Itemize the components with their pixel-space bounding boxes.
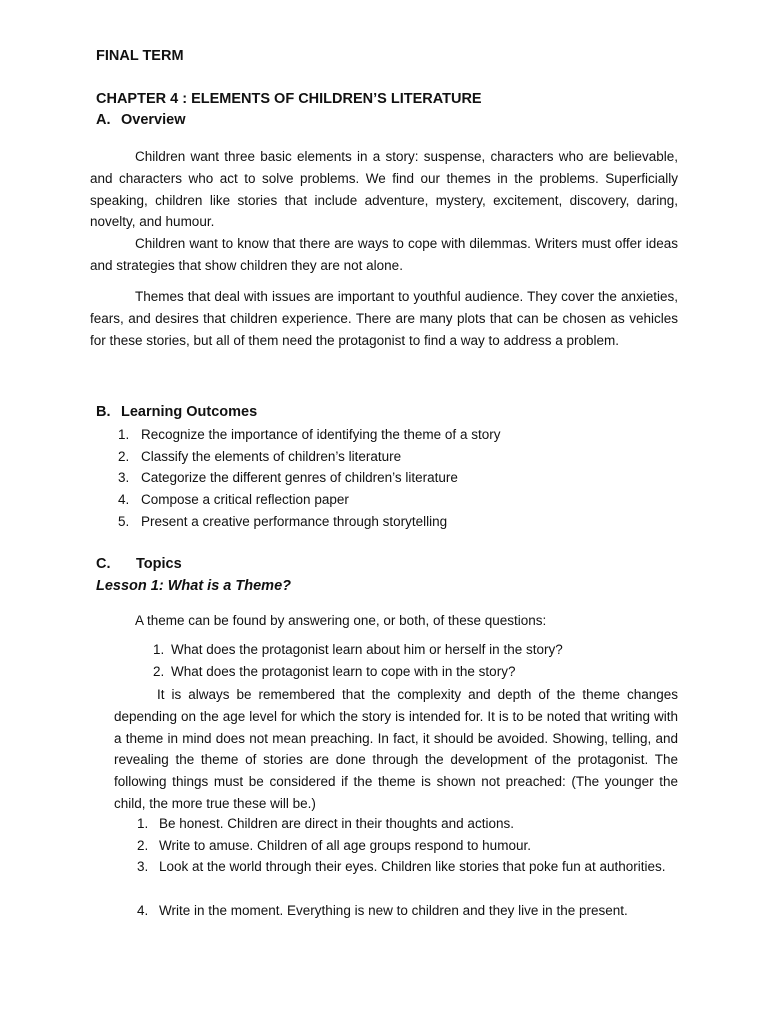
overview-title: Overview [121, 112, 186, 128]
list-number: 3. [118, 470, 130, 485]
list-text: Classify the elements of children’s literature [141, 449, 402, 464]
list-number: 1. [153, 642, 165, 657]
list-number: 5. [118, 514, 130, 529]
list-text: Be honest. Children are direct in their thoughts and actions. [159, 816, 514, 831]
list-text: Compose a critical reflection paper [141, 492, 349, 507]
list-number: 4. [118, 492, 130, 507]
list-number: 2. [118, 449, 130, 464]
overview-label: A. [96, 112, 111, 128]
theme-intro: A theme can be found by answering one, or both, of these questions: [135, 613, 547, 628]
list-number: 4. [137, 903, 149, 918]
chapter-heading: CHAPTER 4 : ELEMENTS OF CHILDREN’S LITERATURE [96, 91, 482, 107]
list-text: Recognize the importance of identifying the theme of a story [141, 427, 501, 442]
theme-paragraph: It is always be remembered that the complexity and depth of the theme changes depending on the age level for which the story is intended for. It is to be noted that writing with a theme in mind does not mean preaching. In fact, it should be avoided. Showing, telling, and revealing the theme of stories are done through the development of the protagonist. The following things must be considered if the theme is shown not preached: (The younger the child, the more true these will be.) [114, 687, 678, 811]
learning-outcomes-label: B. [96, 404, 111, 420]
overview-paragraph-1: Children want three basic elements in a story: suspense, characters who are believable, and characters who act to solve problems. We find our themes in the problems. Superficially speaking, children like stories that include adventure, mystery, excitement, discovery, daring, novelty, and humour. [90, 149, 678, 230]
list-text: Categorize the different genres of children’s literature [141, 470, 458, 485]
list-number: 1. [137, 816, 149, 831]
list-text: Write in the moment. Everything is new to children and they live in the present. [159, 903, 628, 918]
list-text: What does the protagonist learn about him or herself in the story? [171, 642, 563, 657]
topics-title: Topics [136, 556, 182, 572]
list-number: 2. [137, 838, 149, 853]
topics-label: C. [96, 556, 111, 572]
list-number: 2. [153, 664, 165, 679]
list-text: Write to amuse. Children of all age groups respond to humour. [159, 838, 531, 853]
overview-paragraph-3: Themes that deal with issues are important to youthful audience. They cover the anxieties, fears, and desires that children experience. There are many plots that can be chosen as vehicles for these stories, but all of them need the protagonist to find a way to address a problem. [90, 289, 678, 348]
list-text: Present a creative performance through storytelling [141, 514, 448, 529]
overview-paragraph-2: Children want to know that there are ways to cope with dilemmas. Writers must offer ideas and strategies that show children they are not alone. [90, 236, 678, 273]
list-text: What does the protagonist learn to cope with in the story? [171, 664, 516, 679]
list-number: 3. [137, 859, 149, 874]
list-number: 1. [118, 427, 130, 442]
lesson-title: Lesson 1: What is a Theme? [96, 578, 291, 594]
term-heading: FINAL TERM [96, 48, 184, 64]
list-text: Look at the world through their eyes. Children like stories that poke fun at authorities. [159, 859, 666, 874]
learning-outcomes-title: Learning Outcomes [121, 404, 258, 420]
